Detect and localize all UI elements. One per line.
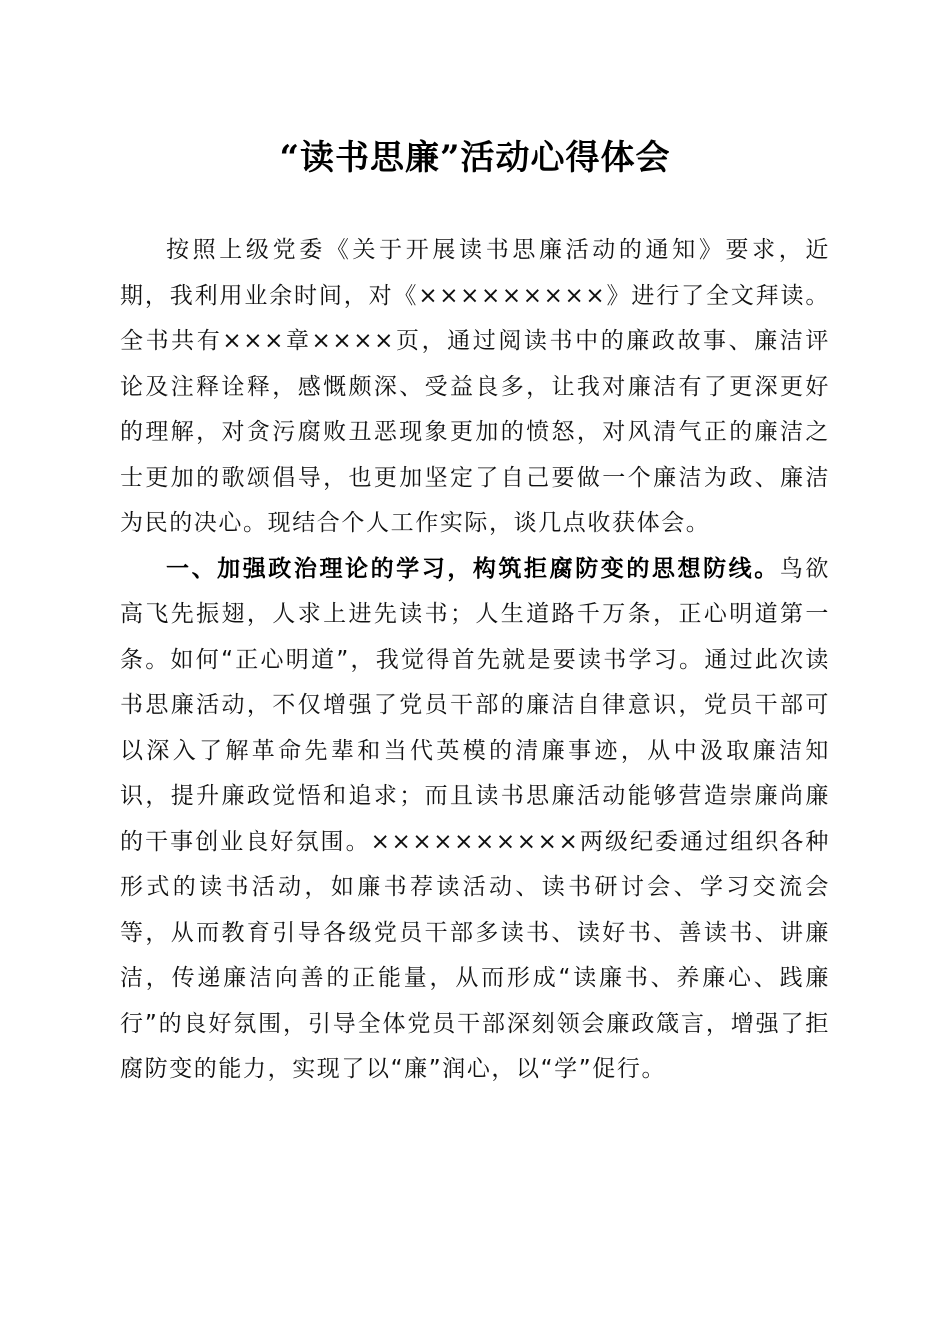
section-one-paragraph [120, 547, 830, 1093]
section-one-text: 鸟欲高飞先振翅，人求上进先读书；人生道路千万条，正心明道第一条。如何“正心明道”，我觉得首先就是要读书学习。通过此次读书思廉活动，不仅增强了党员干部的廉洁自律意识，党员干部可以深入了解革命先辈和当代英模的清廉事迹，从中汲取廉洁知识，提升廉政觉悟和追求；而且读书思廉活动能够营造崇廉尚廉的干事创业良好氛围。××××××××××两级纪委通过组织各种形式的读书活动，如廉书荐读活动、读书研讨会、学习交流会等，从而教育引导各级党员干部多读书、读好书、善读书、讲廉洁，传递廉洁向善的正能量，从而形成“读廉书、养廉心、践廉行”的良好氛围，引导全体党员干部深刻领会廉政箴言，增强了拒腐防变的能力，实现了以“廉”润心，以“学”促行。 [120, 555, 831, 1082]
section-one-heading: 一、加强政治理论的学习，构筑拒腐防变的思想防线。 [166, 555, 780, 582]
intro-paragraph [120, 228, 830, 547]
document-title: “读书思廉”活动心得体会 [279, 138, 671, 178]
intro-paragraph-text: 按照上级党委《关于开展读书思廉活动的通知》要求，近期，我利用业余时间，对《×××××××××》进行了全文拜读。全书共有×××章××××页，通过阅读书中的廉政故事、廉洁评论及注释诠释，感慨颇深、受益良多，让我对廉洁有了更深更好的理解，对贪污腐败丑恶现象更加的愤怒，对风清气正的廉洁之士更加的歌颂倡导，也更加坚定了自己要做一个廉洁为政、廉洁为民的决心。现结合个人工作实际，谈几点收获体会。 [120, 237, 830, 536]
document-body [120, 228, 830, 1093]
